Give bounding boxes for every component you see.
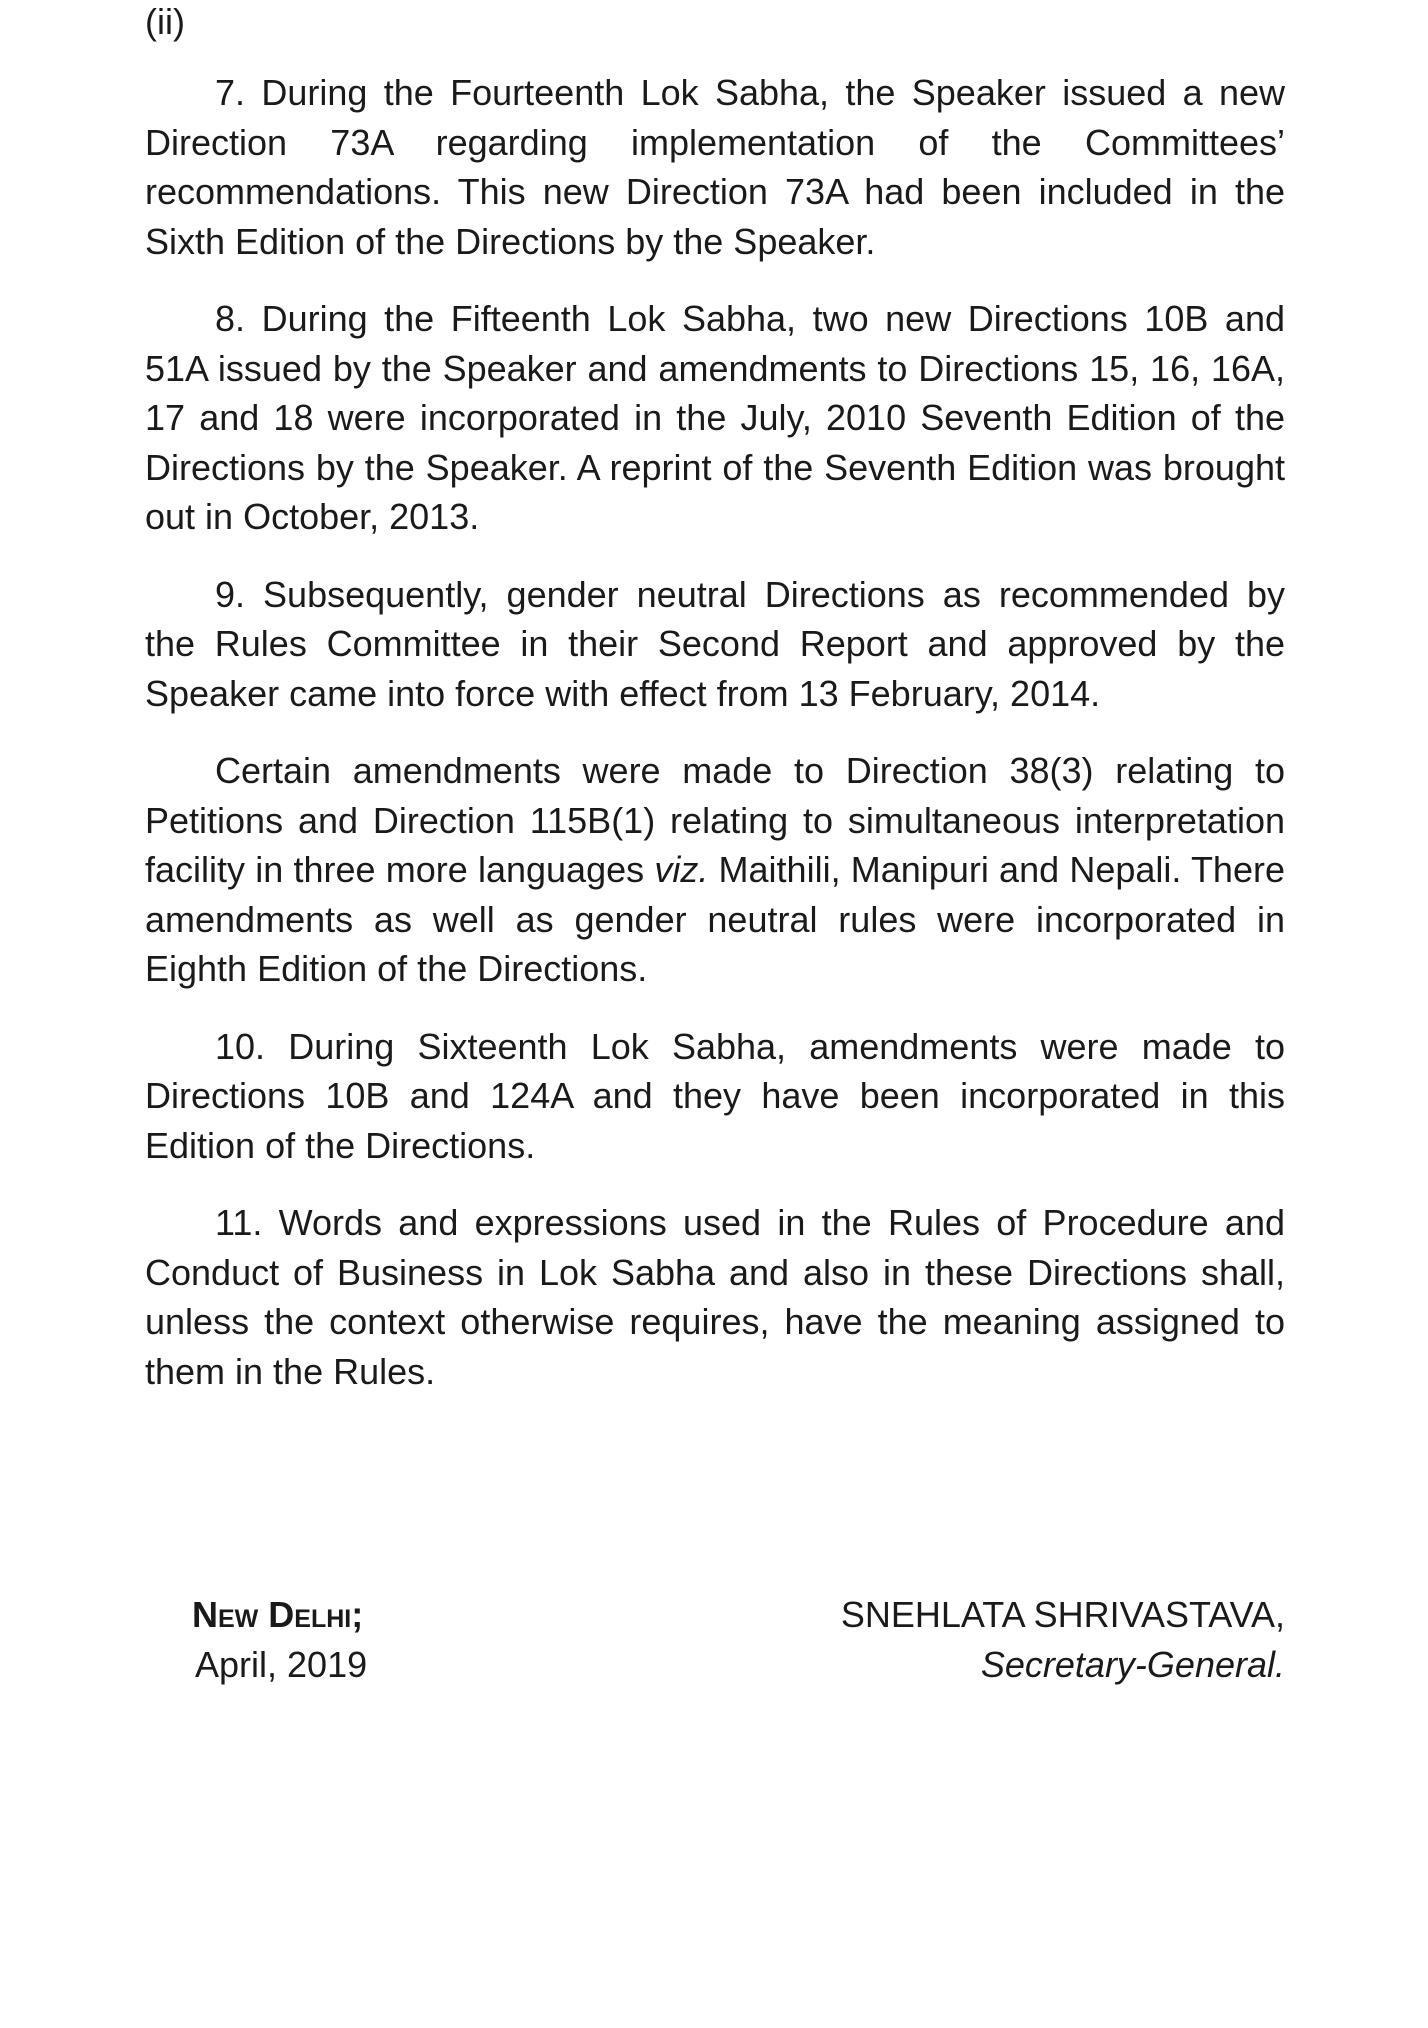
signer-title: Secretary-General. — [980, 1644, 1285, 1685]
page-number: (ii) — [145, 1, 185, 42]
paragraph-amendments-viz: viz. — [654, 849, 709, 890]
paragraph-11: 11. Words and expressions used in the Rules of Procedure and Conduct of Business in Lok Sabha and also in these Directions shall, unless the context otherwise requires, have the meaning assigned to them in the Rules. — [145, 1202, 1285, 1392]
paragraph-7: 7. During the Fourteenth Lok Sabha, the Speaker issued a new Direction 73A regarding implementation of the Committees’ recommendations. This new Direction 73A had been included in the Sixth Edition of the Directions by the Speaker. — [145, 72, 1285, 262]
signature-block — [0, 1590, 1428, 1710]
signature-place: New Delhi; — [192, 1594, 364, 1635]
preface-body — [145, 68, 1285, 1424]
paragraph-10: 10. During Sixteenth Lok Sabha, amendments were made to Directions 10B and 124A and they have been incorporated in this Edition of the Directions. — [145, 1025, 1285, 1166]
paragraph-amendments — [145, 746, 1285, 994]
paragraph-amendments-part-1: Certain amendments were made to Direction 38(3) relating to Petitions and Direction 115B(1) relating to simultaneous interpretation facility in three more languages — [145, 750, 1285, 890]
paragraph-amendments-part-2: Maithili, Manipuri and Nepali. There amendments as well as gender neutral rules were incorporated in Eighth Edition of the Directions. — [145, 849, 1285, 989]
paragraph-9: 9. Subsequently, gender neutral Directions as recommended by the Rules Committee in their Second Report and approved by the Speaker came into force with effect from 13 February, 2014. — [145, 573, 1285, 714]
signature-date: April, 2019 — [195, 1644, 368, 1685]
paragraph-8: 8. During the Fifteenth Lok Sabha, two new Directions 10B and 51A issued by the Speaker and amendments to Directions 15, 16, 16A, 17 and 18 were incorporated in the July, 2010 Seventh Edition of the Directions by the Speaker. A reprint of the Seventh Edition was brought out in October, 2013. — [145, 298, 1285, 537]
signer-name: SNEHLATA SHRIVASTAVA, — [840, 1594, 1285, 1635]
